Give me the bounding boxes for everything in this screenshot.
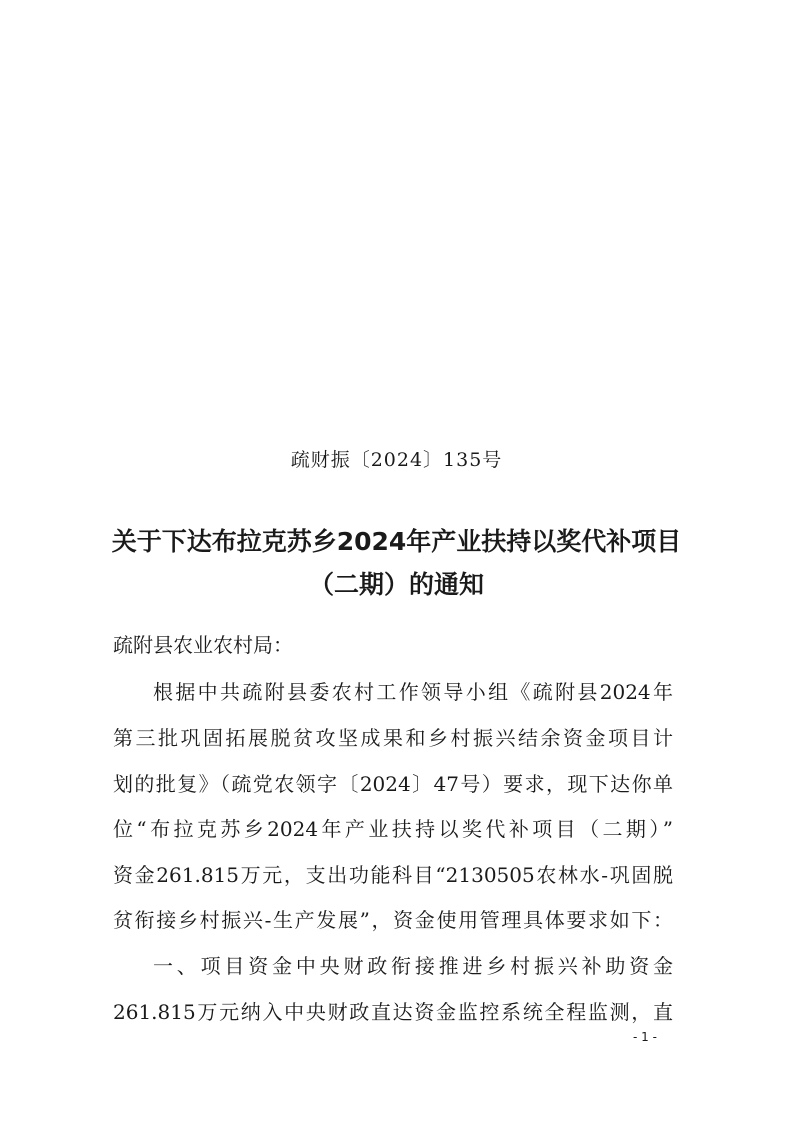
body-line: 划的批复》（疏党农领字〔2024〕47号）要求，现下达你单 <box>113 772 673 796</box>
body-line: 261.815万元纳入中央财政直达资金监控系统全程监测，直 <box>113 1000 673 1024</box>
document-number: 疏财振〔2024〕135号 <box>290 449 503 471</box>
body-line: 资金261.815万元，支出功能科目“2130505农林水-巩固脱 <box>113 863 673 887</box>
body-line: 一、项目资金中央财政衔接推进乡村振兴补助资金 <box>153 954 673 978</box>
body-line: 贫衔接乡村振兴-生产发展”，资金使用管理具体要求如下： <box>113 908 673 932</box>
document-title-line-2: （二期）的通知 <box>308 570 484 599</box>
body-line: 第三批巩固拓展脱贫攻坚成果和乡村振兴结余资金项目计 <box>113 726 673 750</box>
body-line: 根据中共疏附县委农村工作领导小组《疏附县2024年 <box>153 680 673 704</box>
document-title-line-1: 关于下达布拉克苏乡2024年产业扶持以奖代补项目 <box>111 527 682 556</box>
page-number: - 1 - <box>633 1030 657 1044</box>
body-line: 位“布拉克苏乡2024年产业扶持以奖代补项目（二期）” <box>113 817 673 841</box>
addressee: 疏附县农业农村局： <box>113 633 293 657</box>
